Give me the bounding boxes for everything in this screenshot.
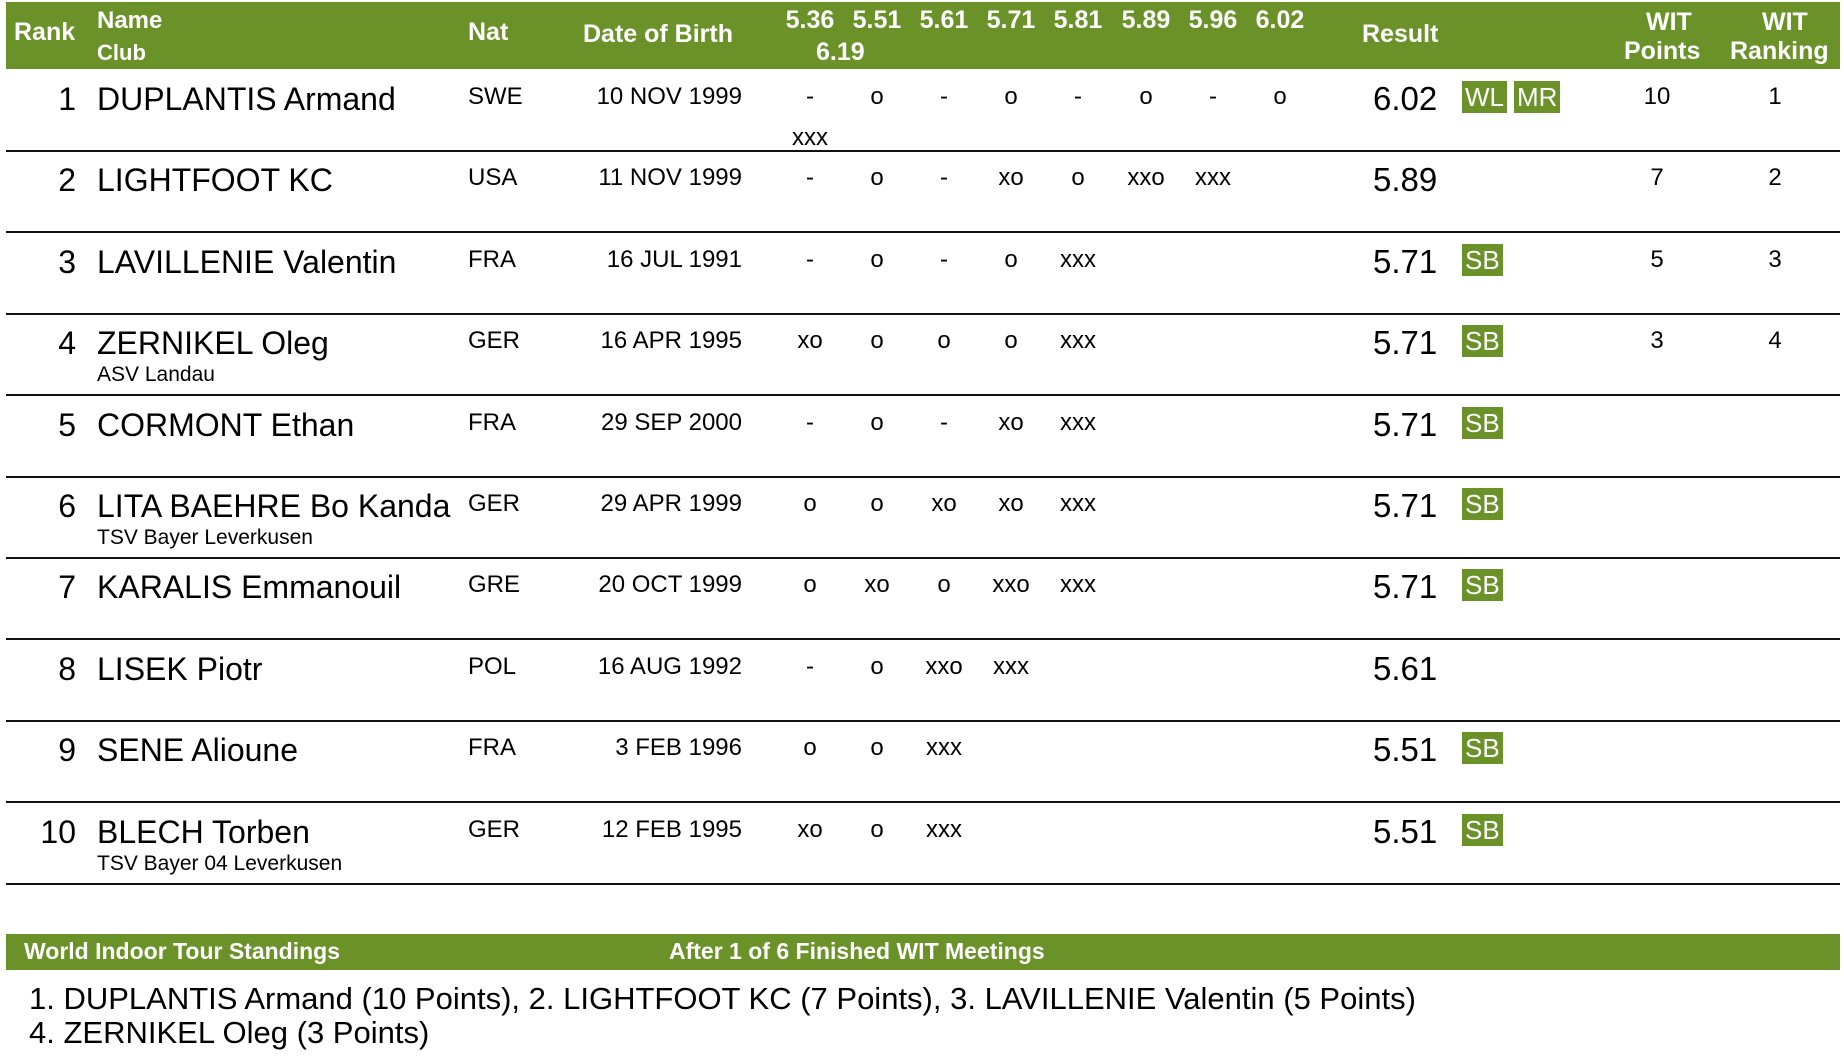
attempt-cell: xxx xyxy=(1060,408,1096,436)
wit-ranking: 4 xyxy=(1768,327,1782,355)
attempt-cell: xxx xyxy=(1060,327,1096,355)
date-of-birth: 16 AUG 1992 xyxy=(597,652,742,680)
club-name: ASV Landau xyxy=(97,363,215,387)
attempt-cell: xxx xyxy=(926,734,962,762)
date-of-birth: 3 FEB 1996 xyxy=(615,734,742,762)
rank-cell: 9 xyxy=(58,732,76,769)
rank-cell: 8 xyxy=(58,650,76,687)
record-badge: MR xyxy=(1514,81,1560,113)
nationality: GER xyxy=(468,815,521,843)
rank-cell: 3 xyxy=(58,243,76,280)
rank-cell: 2 xyxy=(58,162,76,199)
result-value: 5.71 xyxy=(1373,405,1438,443)
athlete-name: LISEK Piotr xyxy=(97,650,263,687)
result-value: 5.71 xyxy=(1373,568,1438,606)
attempt-cell: o xyxy=(870,815,884,843)
result-value: 6.02 xyxy=(1373,80,1438,117)
wit-points: 3 xyxy=(1650,327,1664,355)
attempt-cell: - xyxy=(806,83,814,110)
record-badge: SB xyxy=(1462,488,1503,520)
attempt-cell: - xyxy=(1209,83,1217,110)
record-badge: SB xyxy=(1462,569,1503,601)
wit-points: 7 xyxy=(1650,164,1664,192)
attempt-cell: o xyxy=(870,408,884,436)
attempt-cell: o xyxy=(870,734,884,762)
attempt-cell: o xyxy=(1071,164,1085,192)
table-row xyxy=(6,69,1840,152)
attempt-cell: o xyxy=(1004,83,1018,110)
attempt-cell: xo xyxy=(998,490,1024,517)
standings-title: World Indoor Tour Standings xyxy=(24,938,341,964)
attempt-cell: xo xyxy=(864,571,890,599)
record-badge: WL xyxy=(1462,81,1507,113)
standings-line-2: 4. ZERNIKEL Oleg (3 Points) xyxy=(29,1015,430,1050)
nationality: GER xyxy=(468,490,521,517)
attempt-cell: xo xyxy=(998,408,1024,436)
attempt-cell: xxx xyxy=(1195,164,1231,192)
rank-cell: 10 xyxy=(40,813,76,850)
date-of-birth: 16 JUL 1991 xyxy=(606,245,742,273)
standings-subtitle: After 1 of 6 Finished WIT Meetings xyxy=(669,938,1045,964)
header-height: 5.81 xyxy=(1053,6,1103,34)
attempt-cell: - xyxy=(940,164,948,192)
result-value: 5.71 xyxy=(1373,242,1438,280)
attempt-cell: o xyxy=(870,83,884,110)
attempt-cell: o xyxy=(870,164,884,192)
club-name: TSV Bayer Leverkusen xyxy=(97,526,313,549)
header-height: 5.36 xyxy=(785,6,835,34)
attempt-cell: xo xyxy=(797,815,823,843)
rank-cell: 4 xyxy=(58,325,76,362)
athlete-name: DUPLANTIS Armand xyxy=(97,81,396,117)
record-badge: SB xyxy=(1462,325,1503,357)
rank-cell: 7 xyxy=(58,569,76,606)
header-name: Name xyxy=(97,7,163,34)
header-height: 5.71 xyxy=(986,6,1036,34)
attempt-cell: o xyxy=(1004,245,1018,273)
record-badge: SB xyxy=(1462,732,1503,764)
nationality: GRE xyxy=(468,571,521,599)
header-dob: Date of Birth xyxy=(583,20,733,48)
record-badge: SB xyxy=(1462,814,1503,846)
attempt-cell: xxo xyxy=(992,571,1030,599)
nationality: SWE xyxy=(468,83,523,110)
header-club: Club xyxy=(97,40,146,65)
rank-cell: 1 xyxy=(58,81,76,117)
header-rank: Rank xyxy=(14,18,76,46)
attempt-cell: xo xyxy=(797,327,823,355)
attempt-cell: o xyxy=(803,734,817,762)
attempt-cell: - xyxy=(1074,83,1082,110)
attempt-cell: o xyxy=(1004,327,1018,355)
date-of-birth: 29 SEP 2000 xyxy=(600,408,742,436)
attempt-cell: o xyxy=(803,490,817,517)
attempt-cell: xo xyxy=(931,490,957,517)
date-of-birth: 10 NOV 1999 xyxy=(596,83,742,110)
header-height-extra: 6.19 xyxy=(816,38,865,66)
table-row xyxy=(6,802,1840,885)
attempt-cell: xxx xyxy=(1060,490,1096,517)
athlete-name: LITA BAEHRE Bo Kanda xyxy=(97,488,451,524)
table-row xyxy=(6,639,1840,722)
attempt-cell: o xyxy=(937,571,951,599)
standings-header xyxy=(6,934,1840,970)
attempt-cell: xxx xyxy=(993,652,1029,680)
rank-cell: 5 xyxy=(58,406,76,443)
date-of-birth: 12 FEB 1995 xyxy=(601,815,742,843)
wit-points: 5 xyxy=(1650,245,1664,273)
attempt-cell: xo xyxy=(998,164,1024,192)
attempt-cell: xxo xyxy=(925,652,963,680)
table-row xyxy=(6,395,1840,478)
nationality: USA xyxy=(468,164,518,192)
athlete-name: LIGHTFOOT KC xyxy=(97,162,333,199)
header-wit-points-2: Points xyxy=(1624,37,1701,65)
result-value: 5.71 xyxy=(1373,487,1438,524)
header-height: 5.89 xyxy=(1121,6,1171,34)
attempt-cell: - xyxy=(806,652,814,680)
result-value: 5.51 xyxy=(1373,812,1438,850)
header-height: 6.02 xyxy=(1255,6,1305,34)
attempt-cell: o xyxy=(1139,83,1153,110)
attempt-cell: - xyxy=(806,408,814,436)
standings-line-1: 1. DUPLANTIS Armand (10 Points), 2. LIGHTFOOT KC (7 Points), 3. LAVILLENIE Valentin (5 Points) xyxy=(29,981,1416,1016)
date-of-birth: 11 NOV 1999 xyxy=(598,164,742,192)
table-row xyxy=(6,476,1840,559)
attempt-cell: xxo xyxy=(1127,164,1165,192)
record-badge: SB xyxy=(1462,407,1503,439)
nationality: FRA xyxy=(468,245,516,273)
result-value: 5.89 xyxy=(1373,161,1438,199)
header-wit-points-1: WIT xyxy=(1646,8,1692,36)
wit-ranking: 2 xyxy=(1768,164,1782,192)
table-row xyxy=(6,150,1840,233)
nationality: FRA xyxy=(468,408,516,436)
attempt-cell: xxx xyxy=(1060,245,1096,273)
attempt-cell: o xyxy=(870,652,884,680)
header-nat: Nat xyxy=(468,18,509,46)
attempt-cell: - xyxy=(806,164,814,192)
date-of-birth: 20 OCT 1999 xyxy=(598,571,742,599)
table-header xyxy=(6,2,1840,69)
table-row xyxy=(6,720,1840,803)
athlete-name: SENE Alioune xyxy=(97,732,299,769)
wit-points: 10 xyxy=(1643,83,1671,110)
result-value: 5.71 xyxy=(1373,324,1438,362)
attempt-cell: o xyxy=(870,490,884,517)
rank-cell: 6 xyxy=(58,488,76,524)
result-value: 5.51 xyxy=(1373,731,1438,769)
wit-ranking: 3 xyxy=(1768,245,1782,273)
attempt-cell: - xyxy=(940,408,948,436)
attempt-cell: - xyxy=(806,245,814,273)
club-name: TSV Bayer 04 Leverkusen xyxy=(97,851,343,875)
header-wit-ranking-2: Ranking xyxy=(1730,37,1829,65)
athlete-name: KARALIS Emmanouil xyxy=(97,569,402,606)
attempt-cell: - xyxy=(940,83,948,110)
header-height: 5.51 xyxy=(852,6,902,34)
athlete-name: BLECH Torben xyxy=(97,813,310,850)
athlete-name: LAVILLENIE Valentin xyxy=(97,243,397,280)
attempt-cell: o xyxy=(937,327,951,355)
athlete-name: ZERNIKEL Oleg xyxy=(97,325,329,362)
nationality: GER xyxy=(468,327,521,355)
header-height: 5.61 xyxy=(919,6,969,34)
date-of-birth: 29 APR 1999 xyxy=(600,490,742,517)
header-result: Result xyxy=(1362,20,1439,48)
attempt-cell: xxx xyxy=(1060,571,1096,599)
table-row xyxy=(6,557,1840,640)
attempt-cell: o xyxy=(870,245,884,273)
athlete-name: CORMONT Ethan xyxy=(97,406,355,443)
record-badge: SB xyxy=(1462,244,1503,276)
attempt-cell-extra: xxx xyxy=(792,124,828,151)
attempt-cell: o xyxy=(803,571,817,599)
header-height: 5.96 xyxy=(1188,6,1238,34)
nationality: FRA xyxy=(468,734,516,762)
attempt-cell: - xyxy=(940,245,948,273)
table-row xyxy=(6,313,1840,396)
nationality: POL xyxy=(468,652,517,680)
header-wit-ranking-1: WIT xyxy=(1762,8,1808,36)
table-row xyxy=(6,232,1840,315)
result-value: 5.61 xyxy=(1373,649,1438,687)
wit-ranking: 1 xyxy=(1768,83,1782,110)
attempt-cell: o xyxy=(1273,83,1287,110)
date-of-birth: 16 APR 1995 xyxy=(600,327,742,355)
attempt-cell: o xyxy=(870,327,884,355)
attempt-cell: xxx xyxy=(926,815,962,843)
